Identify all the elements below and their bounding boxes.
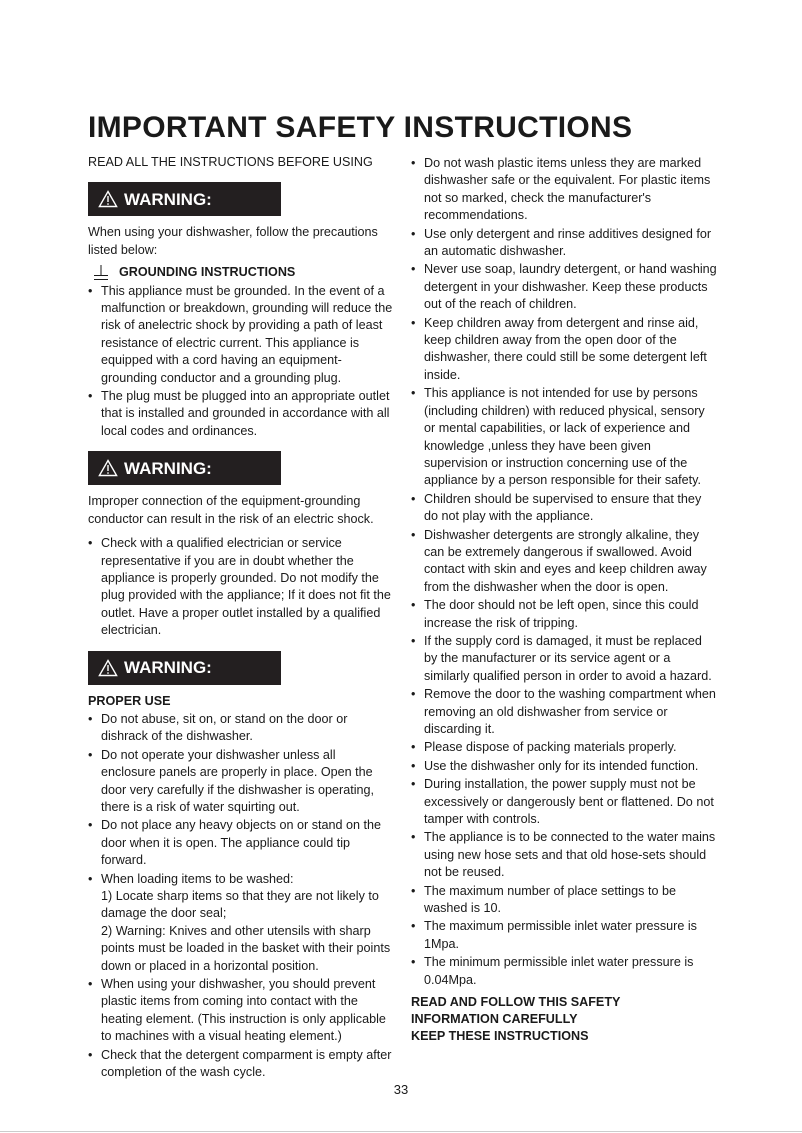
warning-banner — [88, 451, 281, 485]
list-item: • This appliance must be grounded. In the event of a malfunction or breakdown, grounding will reduce the risk of anelectric shock by providing a path of least resistance of electric current. This appliance is equipped with a cord having an equipment-grounding conductor and a grounding plug. — [88, 283, 393, 387]
list-item: • The door should not be left open, since this could increase the risk of tripping. — [411, 597, 717, 632]
list-item: • Check with a qualified electrician or service representative if you are in doubt whether the appliance is properly grounded. Do not modify the plug provided with the appliance; If it does not fit the outlet. Have a proper outlet installed by a qualified electrician. — [88, 535, 393, 639]
warning-label: WARNING: — [124, 189, 212, 209]
page-bottom-rule — [0, 1131, 802, 1132]
page-number: 33 — [393, 1082, 409, 1097]
list-item: • Do not operate your dishwasher unless all enclosure panels are properly in place. Open the door very carefully if the dishwasher is operating, there is a risk of water squirting out. — [88, 747, 393, 817]
warning-triangle-icon — [98, 659, 118, 677]
list-item: • Remove the door to the washing compartment when removing an old dishwasher from service or discarding it. — [411, 686, 717, 738]
list-item-loading — [88, 871, 393, 975]
closing-note — [411, 994, 717, 1045]
list-item: • Check that the detergent comparment is empty after completion of the wash cycle. — [88, 1047, 393, 1082]
loading-sub-item: 1) Locate sharp items so that they are not likely to damage the door seal; — [101, 889, 379, 921]
grounding-heading-label: GROUNDING INSTRUCTIONS — [119, 265, 296, 280]
list-item: • Dishwasher detergents are strongly alkaline, they can be extremely dangerous if swallowed. Avoid contact with skin and eyes and keep children away from the dishwasher when the door is open. — [411, 527, 717, 597]
list-item: • Children should be supervised to ensure that they do not play with the appliance. — [411, 491, 717, 526]
closing-line: KEEP THESE INSTRUCTIONS — [411, 1029, 589, 1044]
ground-symbol-icon — [93, 265, 109, 281]
warning-banner — [88, 182, 281, 216]
list-item: • Do not place any heavy objects on or stand on the door when it is open. The appliance could tip forward. — [88, 817, 393, 869]
list-item: • The plug must be plugged into an appropriate outlet that is installed and grounded in accordance with all local codes and ordinances. — [88, 388, 393, 440]
proper-use-list — [88, 711, 393, 1082]
list-item: • Please dispose of packing materials properly. — [411, 739, 717, 756]
warning-triangle-icon — [98, 190, 118, 208]
list-item: • Do not abuse, sit on, or stand on the door or dishrack of the dishwasher. — [88, 711, 393, 746]
warning-banner — [88, 651, 281, 685]
list-item: • Use only detergent and rinse additives designed for an automatic dishwasher. — [411, 226, 717, 261]
left-column — [88, 154, 393, 1081]
list-item: • The maximum permissible inlet water pressure is 1Mpa. — [411, 918, 717, 953]
list-item: • The minimum permissible inlet water pressure is 0.04Mpa. — [411, 954, 717, 989]
right-list — [411, 155, 717, 989]
list-item: • Do not wash plastic items unless they are marked dishwasher safe or the equivalent. For plastic items not so marked, check the manufacturer's recommendations. — [411, 155, 717, 225]
read-all-note: READ ALL THE INSTRUCTIONS BEFORE USING — [88, 155, 373, 169]
list-item: • The maximum number of place settings to be washed is 10. — [411, 883, 717, 918]
closing-line: INFORMATION CAREFULLY — [411, 1012, 578, 1027]
list-item: • Keep children away from detergent and rinse aid, keep children away from the open door of the dishwasher, there could still be some detergent left inside. — [411, 315, 717, 385]
grounding-heading — [88, 264, 393, 281]
warning-label: WARNING: — [124, 458, 212, 478]
improper-connection-text: Improper connection of the equipment-grounding conductor can result in the risk of an electric shock. — [88, 494, 374, 526]
list-item: • If the supply cord is damaged, it must be replaced by the manufacturer or its service agent or a similarly qualified person in order to avoid a hazard. — [411, 633, 717, 685]
list-item: • This appliance is not intended for use by persons (including children) with reduced physical, sensory or mental capabilities, or lack of experience and knowledge ,unless they have been given supervision or instruction concerning use of the appliance by a person responsible for their safety. — [411, 385, 717, 489]
intro-text: When using your dishwasher, follow the precautions listed below: — [88, 225, 378, 257]
list-item: • Never use soap, laundry detergent, or hand washing detergent in your dishwasher. Keep these products out of the reach of children. — [411, 261, 717, 313]
proper-use-heading: PROPER USE — [88, 693, 171, 708]
list-item: • Use the dishwasher only for its intended function. — [411, 758, 717, 775]
list-item: • The appliance is to be connected to the water mains using new hose sets and that old hose-sets should not be reused. — [411, 829, 717, 881]
closing-line: READ AND FOLLOW THIS SAFETY — [411, 995, 621, 1010]
list-item: • During installation, the power supply must not be excessively or dangerously bent or flattened. Do not tamper with controls. — [411, 776, 717, 828]
check-list — [88, 535, 393, 639]
loading-sub-item: 2) Warning: Knives and other utensils with sharp points must be loaded in the basket with their points down or placed in a horizontal position. — [101, 923, 391, 973]
right-column — [411, 154, 717, 1045]
warning-label: WARNING: — [124, 657, 212, 677]
loading-intro: • When loading items to be washed: — [101, 871, 294, 886]
warning-triangle-icon — [98, 459, 118, 477]
page-title: IMPORTANT SAFETY INSTRUCTIONS — [88, 111, 633, 144]
grounding-list — [88, 283, 393, 441]
list-item: • When using your dishwasher, you should prevent plastic items from coming into contact with the heating element. (This instruction is only applicable to machines with a visual heating element.) — [88, 976, 393, 1046]
